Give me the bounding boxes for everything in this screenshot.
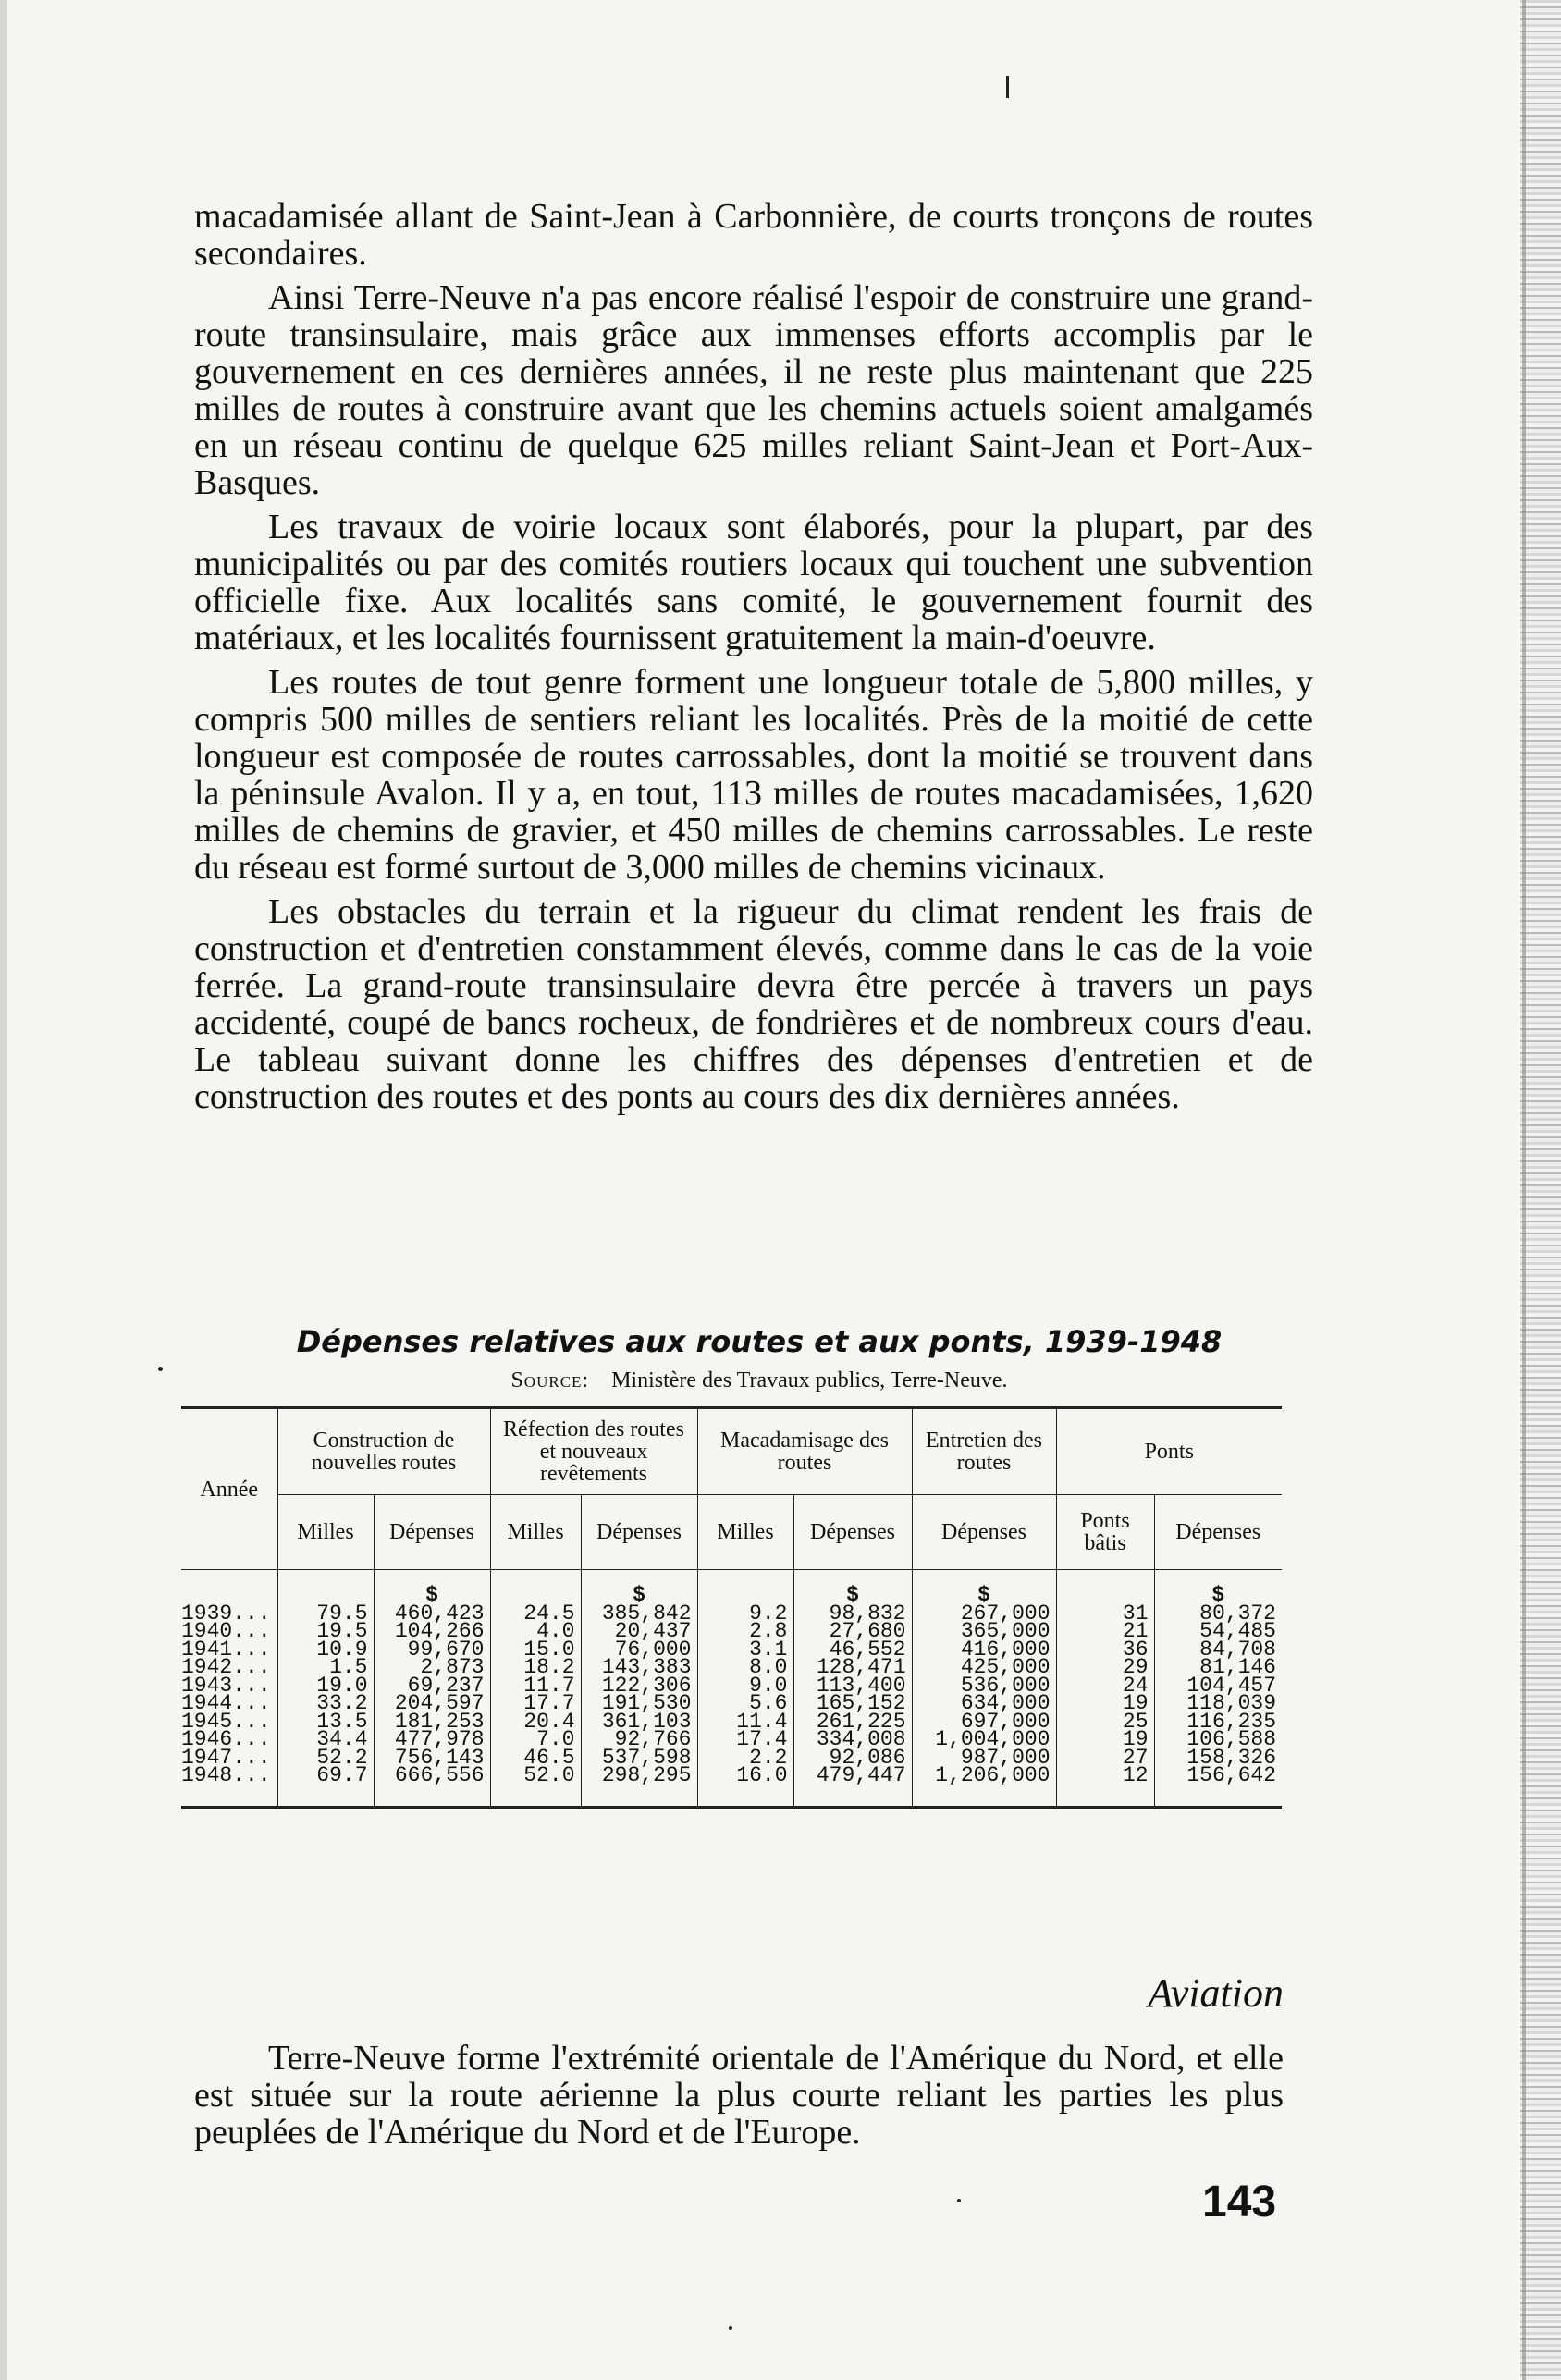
unit-cell: $ [793,1570,912,1605]
value-cell: 666,556 [374,1767,490,1807]
value-cell: 128,471 [793,1659,912,1677]
value-cell: 20.4 [490,1713,581,1732]
table-source [237,1368,1282,1393]
value-cell: 298,295 [581,1767,697,1807]
value-cell: 365,000 [912,1623,1056,1641]
unit-cell: $ [912,1570,1056,1605]
value-cell: 24 [1056,1677,1154,1696]
value-cell: 479,447 [793,1767,912,1807]
value-cell: 29 [1056,1659,1154,1677]
value-cell: 425,000 [912,1659,1056,1677]
value-cell: 261,225 [793,1713,912,1732]
table-source-label: Source: [510,1368,590,1392]
value-cell: 11.4 [697,1713,793,1732]
subheader-spend: Dépenses [912,1495,1056,1570]
value-cell: 1,206,000 [912,1767,1056,1807]
subheader-bridges-built: Ponts bâtis [1056,1495,1154,1570]
value-cell: 361,103 [581,1713,697,1732]
unit-cell: $ [374,1570,490,1605]
subheader-miles: Milles [490,1495,581,1570]
subheader-miles: Milles [277,1495,374,1570]
header-new-construction: Construction de nouvelles routes [277,1408,490,1495]
value-cell: 987,000 [912,1749,1056,1768]
year-cell: 1948... [181,1767,277,1807]
header-bridges: Ponts [1056,1408,1282,1495]
header-resurfacing: Réfection des routes et nouveaux revêtements [490,1408,697,1495]
paragraph: Ainsi Terre-Neuve n'a pas encore réalisé l'espoir de construire une grand-route transinsulaire, mais grâce aux immenses efforts accomplis par le gouvernement en ces dernières années, il ne reste plus maintenant que 225 milles de routes à construire avant que les chemins actuels soient amalgamés en un réseau continu de quelque 625 milles reliant Saint-Jean et Port-Aux-Basques. [194,278,1313,502]
value-cell: 21 [1056,1623,1154,1641]
value-cell: 756,143 [374,1749,490,1768]
scan-right-edge [1520,0,1561,2380]
header-macadam: Macadamisage des routes [697,1408,912,1495]
value-cell: 4.0 [490,1623,581,1641]
value-cell: 84,708 [1154,1641,1282,1660]
value-cell: 9.2 [697,1605,793,1624]
value-cell: 19 [1056,1695,1154,1713]
value-cell: 20,437 [581,1623,697,1641]
unit-cell: $ [1154,1570,1282,1605]
scan-speck [957,2199,961,2202]
paragraph: Les travaux de voirie locaux sont élaborés, pour la plupart, par des municipalités ou par des comités routiers locaux qui touchent une subvention officielle fixe. Aux localités sans comité, le gouvernement fournit des matériaux, et les localités fournissent gratuitement la main-d'oeuvre. [194,508,1313,657]
value-cell: 31 [1056,1605,1154,1624]
unit-cell [697,1570,793,1605]
expenditure-table-section [181,1324,1282,1809]
value-cell: 460,423 [374,1605,490,1624]
value-cell: 8.0 [697,1659,793,1677]
table-row [181,1767,1282,1807]
value-cell: 416,000 [912,1641,1056,1660]
year-cell: 1942... [181,1655,271,1679]
value-cell: 16.0 [697,1767,793,1807]
value-cell: 69.7 [277,1767,374,1807]
value-cell: 477,978 [374,1731,490,1749]
value-cell: 18.2 [490,1659,581,1677]
value-cell: 2.2 [697,1749,793,1768]
subheader-spend: Dépenses [374,1495,490,1570]
paragraph-continued: macadamisée allant de Saint-Jean à Carbonnière, de courts tronçons de routes secondaires. [194,197,1313,273]
value-cell: 10.9 [277,1641,374,1660]
unit-cell [1056,1570,1154,1605]
paragraph: Les routes de tout genre forment une longueur totale de 5,800 milles, y compris 500 milles de sentiers reliant les localités. Près de la moitié de cette longueur est composée de routes carrossables, dont la moitié se trouvent dans la péninsule Avalon. Il y a, en tout, 113 milles de routes macadamisées, 1,620 milles de chemins de gravier, et 450 milles de chemins carrossables. Le reste du réseau est formé surtout de 3,000 milles de chemins vicinaux. [194,663,1313,887]
year-cell: 1941... [181,1637,271,1662]
value-cell: 36 [1056,1641,1154,1660]
scan-edge-line [1522,0,1526,2380]
value-cell: 5.6 [697,1695,793,1713]
value-cell: 69,237 [374,1677,490,1696]
year-cell: 1945... [181,1709,271,1734]
value-cell: 537,598 [581,1749,697,1768]
year-cell: 1947... [181,1745,271,1770]
scan-left-edge [0,0,7,2380]
value-cell: 181,253 [374,1713,490,1732]
value-cell: 104,457 [1154,1677,1282,1696]
value-cell: 79.5 [277,1605,374,1624]
value-cell: 104,266 [374,1623,490,1641]
value-cell: 106,588 [1154,1731,1282,1749]
subheader-miles: Milles [697,1495,793,1570]
value-cell: 24.5 [490,1605,581,1624]
body-text [194,198,1313,1115]
unit-cell [490,1570,581,1605]
value-cell: 19 [1056,1731,1154,1749]
value-cell: 46.5 [490,1749,581,1768]
value-cell: 12 [1056,1767,1154,1807]
value-cell: 697,000 [912,1713,1056,1732]
value-cell: 267,000 [912,1605,1056,1624]
value-cell: 143,383 [581,1659,697,1677]
value-cell: 3.1 [697,1641,793,1660]
aviation-paragraph: Terre-Neuve forme l'extrémité orientale de l'Amérique du Nord, et elle est située sur la route aérienne la plus courte reliant les parties les plus peuplées de l'Amérique du Nord et de l'Europe. [194,2039,1284,2152]
value-cell: 204,597 [374,1695,490,1713]
value-cell: 52.0 [490,1767,581,1807]
value-cell: 52.2 [277,1749,374,1768]
value-cell: 27,680 [793,1623,912,1641]
currency-unit-row [181,1570,1282,1605]
value-cell: 92,086 [793,1749,912,1768]
value-cell: 334,008 [793,1731,912,1749]
expenditure-table [181,1406,1282,1809]
value-cell: 17.4 [697,1731,793,1749]
value-cell: 116,235 [1154,1713,1282,1732]
value-cell: 122,306 [581,1677,697,1696]
value-cell: 1,004,000 [912,1731,1056,1749]
table-title: Dépenses relatives aux routes et aux ponts, 1939-1948 [296,1324,1223,1359]
value-cell: 156,642 [1154,1767,1282,1807]
table-source-text: Ministère des Travaux publics, Terre-Neuve. [611,1368,1008,1392]
value-cell: 46,552 [793,1641,912,1660]
value-cell: 2.8 [697,1623,793,1641]
value-cell: 80,372 [1154,1605,1282,1624]
unit-cell [277,1570,374,1605]
unit-cell: $ [581,1570,697,1605]
value-cell: 15.0 [490,1641,581,1660]
value-cell: 34.4 [277,1731,374,1749]
year-cell: 1946... [181,1727,271,1751]
table-body [181,1570,1282,1808]
value-cell: 33.2 [277,1695,374,1713]
value-cell: 99,670 [374,1641,490,1660]
value-cell: 165,152 [793,1695,912,1713]
value-cell: 113,400 [793,1677,912,1696]
value-cell: 536,000 [912,1677,1056,1696]
value-cell: 19.0 [277,1677,374,1696]
paragraph: Les obstacles du terrain et la rigueur du climat rendent les frais de construction et d'entretien constamment élevés, comme dans le cas de la voie ferrée. La grand-route transinsulaire devra être percée à travers un pays accidenté, coupé de bancs rocheux, de fondrières et de nombreux cours d'eau. Le tableau suivant donne les chiffres des dépenses d'entretien et de construction des routes et des ponts au cours des dix dernières années. [194,892,1313,1116]
scan-speck [729,2326,732,2330]
section-title: Aviation [1148,1970,1284,2016]
subheader-spend: Dépenses [1154,1495,1282,1570]
year-cell: 1940... [181,1619,271,1643]
scan-speck [158,1367,163,1371]
value-cell: 385,842 [581,1605,697,1624]
value-cell: 98,832 [793,1605,912,1624]
value-cell: 27 [1056,1749,1154,1768]
value-cell: 158,326 [1154,1749,1282,1768]
value-cell: 54,485 [1154,1623,1282,1641]
subheader-spend: Dépenses [581,1495,697,1570]
header-maintenance: Entretien des routes [912,1408,1056,1495]
value-cell: 17.7 [490,1695,581,1713]
value-cell: 1.5 [277,1659,374,1677]
value-cell: 634,000 [912,1695,1056,1713]
page-number: 143 [1202,2178,1277,2227]
header-year: Année [181,1408,277,1570]
value-cell: 2,873 [374,1659,490,1677]
scan-mark [1006,76,1009,98]
value-cell: 11.7 [490,1677,581,1696]
value-cell: 25 [1056,1713,1154,1732]
value-cell: 81,146 [1154,1659,1282,1677]
year-cell: 1939... [181,1601,271,1626]
year-cell: 1943... [181,1673,271,1698]
value-cell: 7.0 [490,1731,581,1749]
value-cell: 118,039 [1154,1695,1282,1713]
unit-cell [181,1570,277,1605]
value-cell: 13.5 [277,1713,374,1732]
value-cell: 92,766 [581,1731,697,1749]
subheader-spend: Dépenses [793,1495,912,1570]
value-cell: 9.0 [697,1677,793,1696]
value-cell: 191,530 [581,1695,697,1713]
value-cell: 76,000 [581,1641,697,1660]
year-cell: 1944... [181,1691,271,1715]
value-cell: 19.5 [277,1623,374,1641]
